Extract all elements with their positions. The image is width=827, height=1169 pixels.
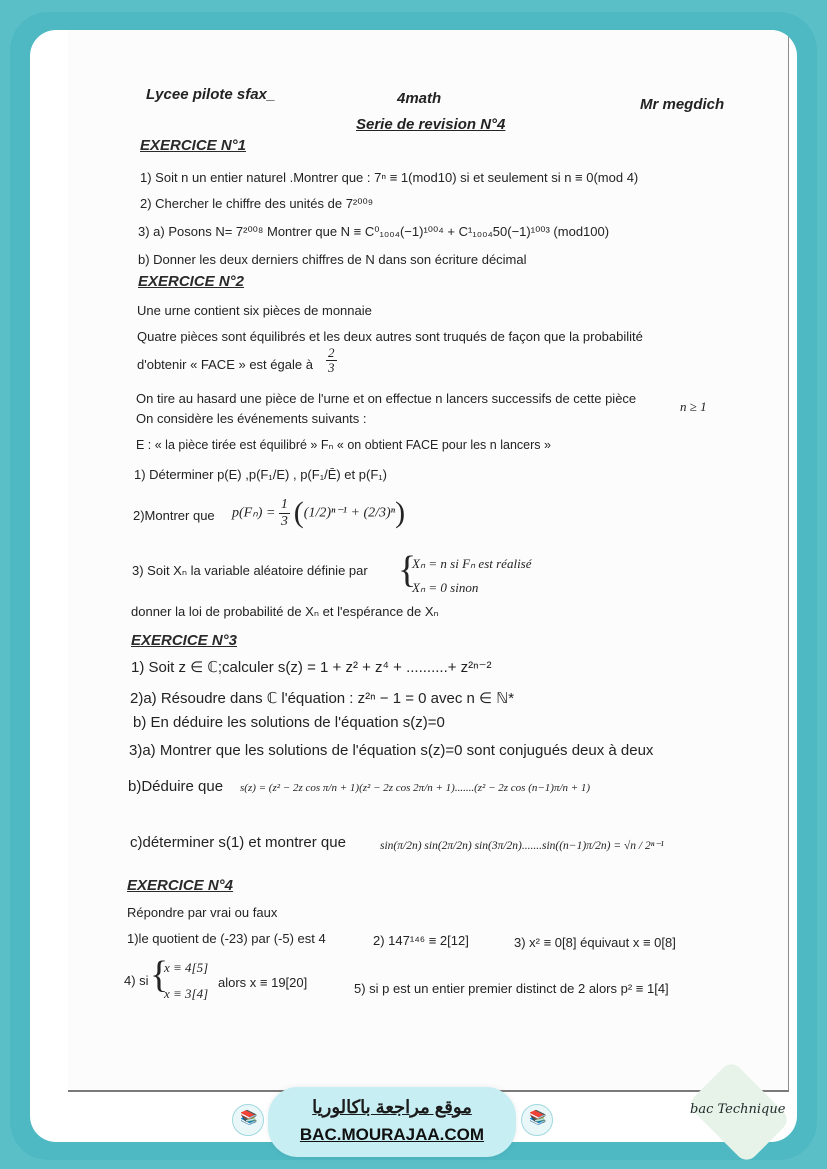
- ex1-title: EXERCICE N°1: [140, 137, 247, 154]
- ex4-q2: 2) 147¹⁴⁶ ≡ 2[12]: [373, 933, 469, 948]
- ex2-q3-case1: Xₙ = n si Fₙ est réalisé: [412, 556, 532, 571]
- logo-left-icon: 📚: [232, 1104, 264, 1136]
- frac-den: 3: [328, 360, 335, 376]
- ex2-line5: On considère les événements suivants :: [136, 411, 367, 426]
- ex2-q1: 1) Déterminer p(E) ,p(F₁/E) , p(F₁/Ē) et p(F₁): [134, 467, 387, 482]
- ex3-title: EXERCICE N°3: [131, 632, 238, 649]
- frac-num: 1: [280, 497, 288, 513]
- footer-pill[interactable]: [268, 1087, 516, 1157]
- ex4-q1: 1)le quotient de (-23) par (-5) est 4: [127, 931, 326, 946]
- paren-left: (: [293, 496, 304, 529]
- ex3-q3c: c)déterminer s(1) et montrer que: [130, 834, 346, 851]
- ex4-q4a: 4) si: [124, 973, 149, 988]
- ex2-line3: d'obtenir « FACE » est égale à: [137, 357, 313, 372]
- ex3-q2a: 2)a) Résoudre dans ℂ l'équation : z²ⁿ − 1 = 0 avec n ∈ ℕ*: [130, 690, 515, 707]
- ex3-q3b: b)Déduire que: [128, 778, 224, 795]
- formula-left: p(Fₙ) =: [232, 505, 279, 521]
- ex1-q1: 1) Soit n un entier naturel .Montrer que : 7ⁿ ≡ 1(mod10) si et seulement si n ≡ 0(mod 4): [140, 170, 639, 185]
- ex2-line4-cond: n ≥ 1: [680, 399, 707, 414]
- level: 4math: [397, 90, 442, 107]
- ex4-q4-brace: {: [150, 954, 169, 996]
- ex3-q3b-formula: s(z) = (z² − 2z cos π/n + 1)(z² − 2z cos 2π/n + 1).......(z² − 2z cos (n−1)π/n + 1): [240, 782, 591, 794]
- ex4-q4b: alors x ≡ 19[20]: [218, 975, 308, 990]
- footer-arabic: موقع مراجعة باكالوريا: [312, 1097, 472, 1117]
- ex1-q3a: 3) a) Posons N= 7²⁰⁰⁸ Montrer que N ≡ C⁰₁₀₀₄(−1)¹⁰⁰⁴ + C¹₁₀₀₄50(−1)¹⁰⁰³ (mod100): [138, 224, 610, 239]
- school-name: Lycee pilote sfax_: [146, 86, 276, 103]
- ex1-q3b: b) Donner les deux derniers chiffres de N dans son écriture décimal: [138, 252, 527, 267]
- ex2-q3: 3) Soit Xₙ la variable aléatoire définie par: [132, 563, 368, 578]
- ex2-q3-brace: {: [398, 549, 417, 591]
- ex4-intro: Répondre par vrai ou faux: [127, 905, 278, 920]
- ex2-line6: E : « la pièce tirée est équilibré » Fₙ « on obtient FACE pour les n lancers »: [136, 438, 551, 452]
- ex4-q4-case1: x ≡ 4[5]: [164, 960, 209, 975]
- teacher: Mr megdich: [640, 96, 725, 113]
- ex2-q2-formula: [232, 496, 405, 530]
- logo-right-icon: 📚: [521, 1104, 553, 1136]
- ex3-q3a: 3)a) Montrer que les solutions de l'équation s(z)=0 sont conjugués deux à deux: [129, 742, 654, 759]
- ex2-q2: 2)Montrer que: [133, 508, 215, 523]
- ex3-q3c-formula: sin(π/2n) sin(2π/2n) sin(3π/2n).......sin((n−1)π/2n) = √n / 2ⁿ⁻¹: [380, 840, 664, 852]
- ex4-q3: 3) x² ≡ 0[8] équivaut x ≡ 0[8]: [514, 935, 676, 950]
- footer-site-link[interactable]: BAC.MOURAJAA.COM: [299, 1125, 485, 1144]
- ex2-line2: Quatre pièces sont équilibrés et les deux autres sont truqués de façon que la probabilité: [137, 329, 643, 344]
- frac-num: 2: [328, 345, 335, 360]
- ex2-fraction: [326, 346, 337, 376]
- ex2-line1: Une urne contient six pièces de monnaie: [137, 303, 372, 318]
- series-title: Serie de revision N°4: [356, 116, 506, 133]
- ex4-title: EXERCICE N°4: [127, 877, 234, 894]
- formula-right: (1/2)ⁿ⁻¹ + (2/3)ⁿ: [303, 505, 396, 521]
- badge-text: bac Technique: [690, 1102, 786, 1117]
- paren-right: ): [395, 496, 406, 529]
- frac-den: 3: [280, 513, 288, 529]
- ex2-title: EXERCICE N°2: [138, 273, 245, 290]
- ex1-q2: 2) Chercher le chiffre des unités de 7²⁰⁰⁹: [140, 196, 374, 211]
- ex4-q5: 5) si p est un entier premier distinct de 2 alors p² ≡ 1[4]: [354, 981, 669, 996]
- ex2-q4: donner la loi de probabilité de Xₙ et l'espérance de Xₙ: [131, 604, 439, 619]
- ex3-q2b: b) En déduire les solutions de l'équation s(z)=0: [133, 714, 445, 731]
- ex3-q1: 1) Soit z ∈ ℂ;calculer s(z) = 1 + z² + z⁴ + ..........+ z²ⁿ⁻²: [131, 659, 492, 676]
- ex2-q3-case2: Xₙ = 0 sinon: [412, 580, 479, 595]
- ex2-line4: On tire au hasard une pièce de l'urne et on effectue n lancers successifs de cette pièce: [136, 391, 637, 406]
- ex4-q4-case2: x ≡ 3[4]: [164, 986, 209, 1001]
